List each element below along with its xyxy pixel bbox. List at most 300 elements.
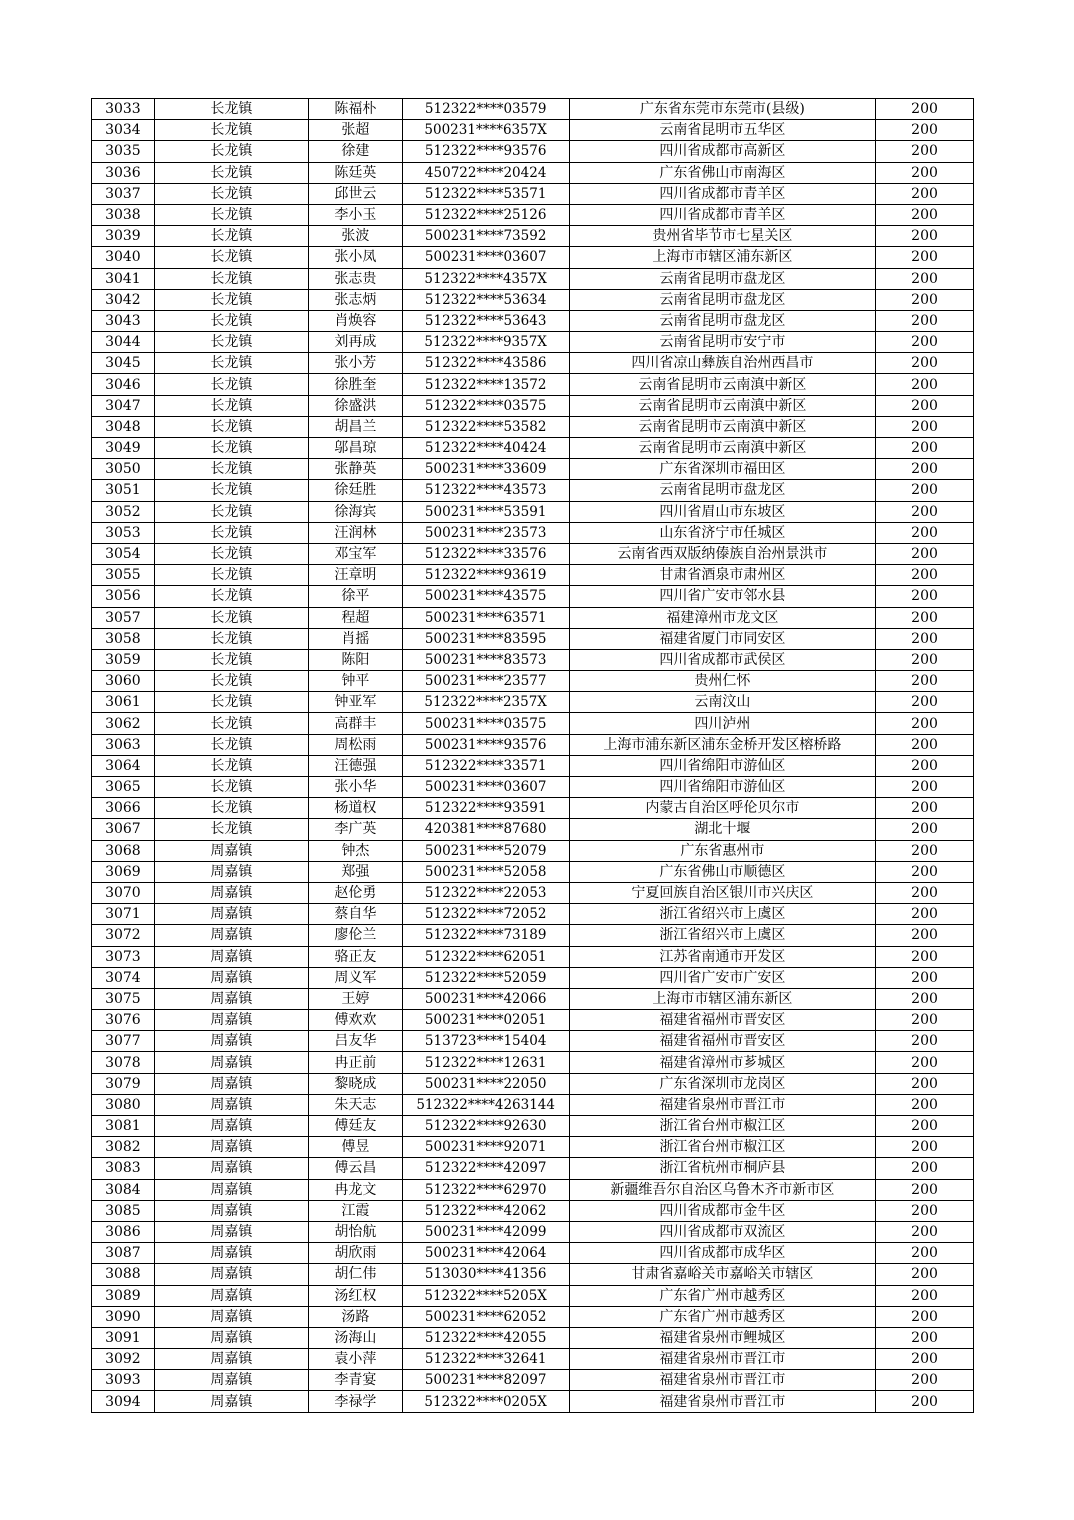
table-row (92, 755, 974, 776)
town-cell: 周嘉镇 (154, 1073, 308, 1094)
work-location-cell: 广东省佛山市南海区 (569, 162, 875, 183)
id-number-cell: 500231****03607 (402, 247, 569, 268)
id-number-cell: 512322****93576 (402, 141, 569, 162)
name-cell: 张小华 (309, 777, 403, 798)
name-cell: 徐盛洪 (309, 395, 403, 416)
town-cell: 长龙镇 (154, 777, 308, 798)
table-row (92, 183, 974, 204)
town-cell: 周嘉镇 (154, 1264, 308, 1285)
table-row (92, 1391, 974, 1412)
work-location-cell: 云南省昆明市盘龙区 (569, 310, 875, 331)
id-number-cell: 512322****92630 (402, 1116, 569, 1137)
amount-cell: 200 (876, 861, 974, 882)
town-cell: 长龙镇 (154, 247, 308, 268)
name-cell: 邬昌琼 (309, 438, 403, 459)
work-location-cell: 广东省广州市越秀区 (569, 1306, 875, 1327)
town-cell: 长龙镇 (154, 416, 308, 437)
row-number-cell: 3063 (92, 734, 155, 755)
work-location-cell: 贵州省毕节市七星关区 (569, 226, 875, 247)
amount-cell: 200 (876, 628, 974, 649)
town-cell: 周嘉镇 (154, 925, 308, 946)
row-number-cell: 3069 (92, 861, 155, 882)
town-cell: 周嘉镇 (154, 1221, 308, 1242)
row-number-cell: 3079 (92, 1073, 155, 1094)
amount-cell: 200 (876, 988, 974, 1009)
id-number-cell: 512322****73189 (402, 925, 569, 946)
id-number-cell: 500231****42064 (402, 1243, 569, 1264)
row-number-cell: 3060 (92, 671, 155, 692)
table-row (92, 1285, 974, 1306)
name-cell: 胡仁伟 (309, 1264, 403, 1285)
id-number-cell: 513723****15404 (402, 1031, 569, 1052)
town-cell: 长龙镇 (154, 120, 308, 141)
town-cell: 长龙镇 (154, 162, 308, 183)
work-location-cell: 四川省成都市成华区 (569, 1243, 875, 1264)
id-number-cell: 512322****40424 (402, 438, 569, 459)
amount-cell: 200 (876, 946, 974, 967)
work-location-cell: 山东省济宁市任城区 (569, 522, 875, 543)
work-location-cell: 广东省深圳市龙岗区 (569, 1073, 875, 1094)
id-number-cell: 512322****33576 (402, 543, 569, 564)
id-number-cell: 500231****82097 (402, 1370, 569, 1391)
town-cell: 长龙镇 (154, 438, 308, 459)
name-cell: 吕友华 (309, 1031, 403, 1052)
table-row (92, 861, 974, 882)
amount-cell: 200 (876, 819, 974, 840)
id-number-cell: 513030****41356 (402, 1264, 569, 1285)
work-location-cell: 四川省眉山市东坡区 (569, 501, 875, 522)
work-location-cell: 四川省成都市高新区 (569, 141, 875, 162)
row-number-cell: 3033 (92, 99, 155, 120)
name-cell: 张志炳 (309, 289, 403, 310)
amount-cell: 200 (876, 501, 974, 522)
table-row (92, 353, 974, 374)
name-cell: 胡昌兰 (309, 416, 403, 437)
row-number-cell: 3047 (92, 395, 155, 416)
work-location-cell: 贵州仁怀 (569, 671, 875, 692)
work-location-cell: 四川省凉山彝族自治州西昌市 (569, 353, 875, 374)
work-location-cell: 云南省昆明市盘龙区 (569, 289, 875, 310)
town-cell: 周嘉镇 (154, 1327, 308, 1348)
amount-cell: 200 (876, 1221, 974, 1242)
id-number-cell: 500231****03607 (402, 777, 569, 798)
work-location-cell: 广东省惠州市 (569, 840, 875, 861)
id-number-cell: 500231****33609 (402, 459, 569, 480)
work-location-cell: 上海市市辖区浦东新区 (569, 247, 875, 268)
work-location-cell: 浙江省绍兴市上虞区 (569, 904, 875, 925)
row-number-cell: 3075 (92, 988, 155, 1009)
name-cell: 徐平 (309, 586, 403, 607)
id-number-cell: 500231****02051 (402, 1010, 569, 1031)
row-number-cell: 3049 (92, 438, 155, 459)
table-row (92, 1031, 974, 1052)
table-row (92, 438, 974, 459)
town-cell: 周嘉镇 (154, 1031, 308, 1052)
table-row (92, 586, 974, 607)
roster-table (91, 98, 974, 1413)
amount-cell: 200 (876, 120, 974, 141)
work-location-cell: 福建省福州市晋安区 (569, 1031, 875, 1052)
table-row (92, 1306, 974, 1327)
work-location-cell: 四川省成都市青羊区 (569, 204, 875, 225)
name-cell: 冉龙文 (309, 1179, 403, 1200)
town-cell: 长龙镇 (154, 798, 308, 819)
table-row (92, 988, 974, 1009)
name-cell: 王婷 (309, 988, 403, 1009)
table-row (92, 882, 974, 903)
work-location-cell: 上海市市辖区浦东新区 (569, 988, 875, 1009)
id-number-cell: 512322****12631 (402, 1052, 569, 1073)
amount-cell: 200 (876, 332, 974, 353)
id-number-cell: 500231****42099 (402, 1221, 569, 1242)
table-row (92, 141, 974, 162)
town-cell: 长龙镇 (154, 226, 308, 247)
table-body (92, 99, 974, 1413)
name-cell: 蔡自华 (309, 904, 403, 925)
name-cell: 邱世云 (309, 183, 403, 204)
town-cell: 长龙镇 (154, 628, 308, 649)
table-row (92, 332, 974, 353)
work-location-cell: 四川省成都市青羊区 (569, 183, 875, 204)
id-number-cell: 512322****03579 (402, 99, 569, 120)
row-number-cell: 3070 (92, 882, 155, 903)
row-number-cell: 3044 (92, 332, 155, 353)
name-cell: 胡欣雨 (309, 1243, 403, 1264)
table-row (92, 734, 974, 755)
row-number-cell: 3073 (92, 946, 155, 967)
town-cell: 长龙镇 (154, 204, 308, 225)
amount-cell: 200 (876, 141, 974, 162)
row-number-cell: 3094 (92, 1391, 155, 1412)
id-number-cell: 512322****43586 (402, 353, 569, 374)
id-number-cell: 500231****83573 (402, 649, 569, 670)
work-location-cell: 四川省成都市金牛区 (569, 1200, 875, 1221)
table-row (92, 1073, 974, 1094)
id-number-cell: 500231****52079 (402, 840, 569, 861)
work-location-cell: 福建省泉州市晋江市 (569, 1349, 875, 1370)
row-number-cell: 3053 (92, 522, 155, 543)
row-number-cell: 3083 (92, 1158, 155, 1179)
town-cell: 周嘉镇 (154, 904, 308, 925)
town-cell: 长龙镇 (154, 586, 308, 607)
row-number-cell: 3087 (92, 1243, 155, 1264)
work-location-cell: 浙江省台州市椒江区 (569, 1116, 875, 1137)
town-cell: 长龙镇 (154, 755, 308, 776)
amount-cell: 200 (876, 649, 974, 670)
amount-cell: 200 (876, 438, 974, 459)
town-cell: 周嘉镇 (154, 882, 308, 903)
row-number-cell: 3072 (92, 925, 155, 946)
town-cell: 周嘉镇 (154, 1349, 308, 1370)
town-cell: 周嘉镇 (154, 1306, 308, 1327)
amount-cell: 200 (876, 416, 974, 437)
name-cell: 朱天志 (309, 1094, 403, 1115)
name-cell: 黎晓成 (309, 1073, 403, 1094)
table-row (92, 268, 974, 289)
name-cell: 钟杰 (309, 840, 403, 861)
row-number-cell: 3046 (92, 374, 155, 395)
table-row (92, 671, 974, 692)
table-row (92, 416, 974, 437)
table-row (92, 522, 974, 543)
row-number-cell: 3066 (92, 798, 155, 819)
row-number-cell: 3052 (92, 501, 155, 522)
name-cell: 汪章明 (309, 565, 403, 586)
town-cell: 长龙镇 (154, 395, 308, 416)
work-location-cell: 云南省昆明市云南滇中新区 (569, 395, 875, 416)
amount-cell: 200 (876, 247, 974, 268)
row-number-cell: 3082 (92, 1137, 155, 1158)
amount-cell: 200 (876, 607, 974, 628)
row-number-cell: 3034 (92, 120, 155, 141)
amount-cell: 200 (876, 1010, 974, 1031)
amount-cell: 200 (876, 374, 974, 395)
work-location-cell: 广东省广州市越秀区 (569, 1285, 875, 1306)
amount-cell: 200 (876, 967, 974, 988)
row-number-cell: 3054 (92, 543, 155, 564)
table-row (92, 1370, 974, 1391)
table-row (92, 459, 974, 480)
town-cell: 长龙镇 (154, 607, 308, 628)
row-number-cell: 3080 (92, 1094, 155, 1115)
town-cell: 周嘉镇 (154, 1116, 308, 1137)
id-number-cell: 512322****53634 (402, 289, 569, 310)
id-number-cell: 512322****22053 (402, 882, 569, 903)
row-number-cell: 3081 (92, 1116, 155, 1137)
id-number-cell: 512322****52059 (402, 967, 569, 988)
work-location-cell: 福建省福州市晋安区 (569, 1010, 875, 1031)
amount-cell: 200 (876, 226, 974, 247)
row-number-cell: 3092 (92, 1349, 155, 1370)
row-number-cell: 3057 (92, 607, 155, 628)
row-number-cell: 3076 (92, 1010, 155, 1031)
town-cell: 周嘉镇 (154, 840, 308, 861)
row-number-cell: 3037 (92, 183, 155, 204)
table-row (92, 247, 974, 268)
work-location-cell: 浙江省杭州市桐庐县 (569, 1158, 875, 1179)
table-row (92, 99, 974, 120)
table-row (92, 1010, 974, 1031)
town-cell: 长龙镇 (154, 332, 308, 353)
name-cell: 袁小萍 (309, 1349, 403, 1370)
town-cell: 周嘉镇 (154, 1391, 308, 1412)
name-cell: 赵伦勇 (309, 882, 403, 903)
work-location-cell: 内蒙古自治区呼伦贝尔市 (569, 798, 875, 819)
amount-cell: 200 (876, 1052, 974, 1073)
work-location-cell: 广东省深圳市福田区 (569, 459, 875, 480)
work-location-cell: 浙江省台州市椒江区 (569, 1137, 875, 1158)
id-number-cell: 512322****53582 (402, 416, 569, 437)
row-number-cell: 3090 (92, 1306, 155, 1327)
row-number-cell: 3036 (92, 162, 155, 183)
name-cell: 廖伦兰 (309, 925, 403, 946)
id-number-cell: 512322****25126 (402, 204, 569, 225)
table-row (92, 480, 974, 501)
work-location-cell: 云南省西双版纳傣族自治州景洪市 (569, 543, 875, 564)
amount-cell: 200 (876, 671, 974, 692)
town-cell: 长龙镇 (154, 99, 308, 120)
row-number-cell: 3093 (92, 1370, 155, 1391)
amount-cell: 200 (876, 1200, 974, 1221)
row-number-cell: 3041 (92, 268, 155, 289)
name-cell: 汤路 (309, 1306, 403, 1327)
name-cell: 陈廷英 (309, 162, 403, 183)
table-row (92, 1137, 974, 1158)
name-cell: 钟平 (309, 671, 403, 692)
amount-cell: 200 (876, 565, 974, 586)
amount-cell: 200 (876, 1116, 974, 1137)
amount-cell: 200 (876, 353, 974, 374)
id-number-cell: 512322****0205X (402, 1391, 569, 1412)
town-cell: 长龙镇 (154, 671, 308, 692)
town-cell: 长龙镇 (154, 183, 308, 204)
id-number-cell: 512322****43573 (402, 480, 569, 501)
row-number-cell: 3088 (92, 1264, 155, 1285)
row-number-cell: 3040 (92, 247, 155, 268)
work-location-cell: 云南汶山 (569, 692, 875, 713)
table-row (92, 946, 974, 967)
work-location-cell: 云南省昆明市云南滇中新区 (569, 374, 875, 395)
table-row (92, 289, 974, 310)
amount-cell: 200 (876, 1370, 974, 1391)
id-number-cell: 500231****63571 (402, 607, 569, 628)
town-cell: 长龙镇 (154, 692, 308, 713)
id-number-cell: 500231****93576 (402, 734, 569, 755)
table-row (92, 501, 974, 522)
name-cell: 李青宴 (309, 1370, 403, 1391)
table-row (92, 543, 974, 564)
id-number-cell: 420381****87680 (402, 819, 569, 840)
name-cell: 傅云昌 (309, 1158, 403, 1179)
name-cell: 徐胜奎 (309, 374, 403, 395)
table-row (92, 798, 974, 819)
town-cell: 长龙镇 (154, 713, 308, 734)
table-row (92, 374, 974, 395)
amount-cell: 200 (876, 882, 974, 903)
town-cell: 周嘉镇 (154, 967, 308, 988)
name-cell: 李小玉 (309, 204, 403, 225)
table-row (92, 1094, 974, 1115)
table-row (92, 777, 974, 798)
name-cell: 刘再成 (309, 332, 403, 353)
name-cell: 张波 (309, 226, 403, 247)
row-number-cell: 3035 (92, 141, 155, 162)
row-number-cell: 3065 (92, 777, 155, 798)
town-cell: 长龙镇 (154, 501, 308, 522)
row-number-cell: 3091 (92, 1327, 155, 1348)
work-location-cell: 新疆维吾尔自治区乌鲁木齐市新市区 (569, 1179, 875, 1200)
id-number-cell: 500231****23573 (402, 522, 569, 543)
town-cell: 周嘉镇 (154, 1370, 308, 1391)
amount-cell: 200 (876, 713, 974, 734)
name-cell: 周松雨 (309, 734, 403, 755)
name-cell: 陈福朴 (309, 99, 403, 120)
name-cell: 江霞 (309, 1200, 403, 1221)
work-location-cell: 四川省成都市武侯区 (569, 649, 875, 670)
row-number-cell: 3059 (92, 649, 155, 670)
name-cell: 肖摇 (309, 628, 403, 649)
row-number-cell: 3077 (92, 1031, 155, 1052)
row-number-cell: 3056 (92, 586, 155, 607)
table-row (92, 1200, 974, 1221)
work-location-cell: 广东省佛山市顺德区 (569, 861, 875, 882)
town-cell: 长龙镇 (154, 353, 308, 374)
table-row (92, 713, 974, 734)
table-row (92, 649, 974, 670)
work-location-cell: 四川省绵阳市游仙区 (569, 777, 875, 798)
work-location-cell: 福建省漳州市芗城区 (569, 1052, 875, 1073)
id-number-cell: 500231****42066 (402, 988, 569, 1009)
id-number-cell: 512322****53643 (402, 310, 569, 331)
name-cell: 邓宝军 (309, 543, 403, 564)
id-number-cell: 512322****42097 (402, 1158, 569, 1179)
row-number-cell: 3050 (92, 459, 155, 480)
row-number-cell: 3055 (92, 565, 155, 586)
table-row (92, 1243, 974, 1264)
name-cell: 徐海宾 (309, 501, 403, 522)
name-cell: 程超 (309, 607, 403, 628)
amount-cell: 200 (876, 777, 974, 798)
work-location-cell: 四川省广安市广安区 (569, 967, 875, 988)
name-cell: 陈阳 (309, 649, 403, 670)
table-row (92, 1264, 974, 1285)
id-number-cell: 512322****72052 (402, 904, 569, 925)
row-number-cell: 3042 (92, 289, 155, 310)
name-cell: 汤红权 (309, 1285, 403, 1306)
amount-cell: 200 (876, 734, 974, 755)
name-cell: 徐建 (309, 141, 403, 162)
row-number-cell: 3071 (92, 904, 155, 925)
id-number-cell: 500231****03575 (402, 713, 569, 734)
name-cell: 骆正友 (309, 946, 403, 967)
work-location-cell: 四川泸州 (569, 713, 875, 734)
town-cell: 周嘉镇 (154, 1010, 308, 1031)
name-cell: 张小凤 (309, 247, 403, 268)
work-location-cell: 广东省东莞市东莞市(县级) (569, 99, 875, 120)
work-location-cell: 福建省厦门市同安区 (569, 628, 875, 649)
name-cell: 傅欢欢 (309, 1010, 403, 1031)
name-cell: 郑强 (309, 861, 403, 882)
work-location-cell: 江苏省南通市开发区 (569, 946, 875, 967)
amount-cell: 200 (876, 204, 974, 225)
name-cell: 张志贵 (309, 268, 403, 289)
work-location-cell: 宁夏回族自治区银川市兴庆区 (569, 882, 875, 903)
table-row (92, 692, 974, 713)
name-cell: 张超 (309, 120, 403, 141)
town-cell: 长龙镇 (154, 649, 308, 670)
table-row (92, 565, 974, 586)
amount-cell: 200 (876, 459, 974, 480)
row-number-cell: 3074 (92, 967, 155, 988)
work-location-cell: 浙江省绍兴市上虞区 (569, 925, 875, 946)
row-number-cell: 3058 (92, 628, 155, 649)
amount-cell: 200 (876, 1137, 974, 1158)
work-location-cell: 云南省昆明市云南滇中新区 (569, 416, 875, 437)
row-number-cell: 3062 (92, 713, 155, 734)
town-cell: 周嘉镇 (154, 1158, 308, 1179)
amount-cell: 200 (876, 1327, 974, 1348)
table-row (92, 395, 974, 416)
table-row (92, 840, 974, 861)
id-number-cell: 500231****73592 (402, 226, 569, 247)
amount-cell: 200 (876, 183, 974, 204)
id-number-cell: 512322****9357X (402, 332, 569, 353)
amount-cell: 200 (876, 1306, 974, 1327)
work-location-cell: 云南省昆明市盘龙区 (569, 480, 875, 501)
id-number-cell: 500231****23577 (402, 671, 569, 692)
town-cell: 周嘉镇 (154, 861, 308, 882)
id-number-cell: 512322****93619 (402, 565, 569, 586)
